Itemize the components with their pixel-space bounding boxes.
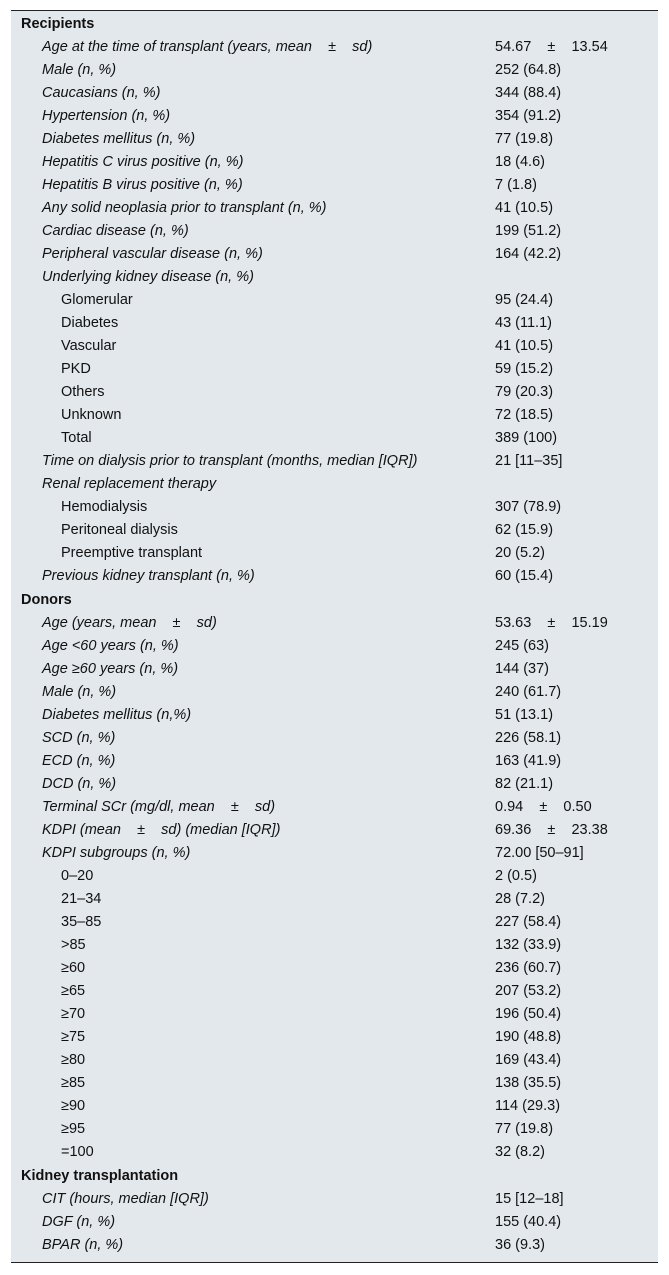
row-value-text: 77 (19.8) — [495, 131, 554, 147]
row-label: 35–85 — [61, 914, 102, 930]
row-value-text: 28 (7.2) — [495, 891, 545, 907]
table-row — [11, 1072, 658, 1095]
row-label: Age at the time of transplant (years, mean ± sd) — [42, 39, 373, 55]
row-value-text: 62 (15.9) — [495, 522, 554, 538]
row-label: Underlying kidney disease (n, %) — [42, 269, 254, 285]
table-row — [11, 1188, 658, 1211]
row-value — [495, 1211, 561, 1234]
row-value-text: 307 (78.9) — [495, 499, 562, 515]
row-value — [495, 1072, 561, 1095]
row-value-text: 60 (15.4) — [495, 568, 554, 584]
row-value — [495, 796, 592, 819]
row-value — [495, 358, 553, 381]
table-row — [11, 312, 658, 335]
row-value-text: 114 (29.3) — [495, 1098, 561, 1114]
table-row — [11, 243, 658, 266]
table-row — [11, 381, 658, 404]
table-row — [11, 105, 658, 128]
section-title: Kidney transplantation — [21, 1168, 179, 1184]
row-value — [495, 36, 608, 59]
table-row — [11, 1003, 658, 1026]
row-value — [495, 496, 561, 519]
row-value — [495, 865, 537, 888]
row-label: ≥80 — [61, 1052, 86, 1068]
row-value-text: 54.67 ± 13.54 — [495, 39, 608, 55]
row-value-text: 169 (43.4) — [495, 1052, 562, 1068]
row-label: >85 — [61, 937, 86, 953]
row-label: Peritoneal dialysis — [61, 522, 178, 538]
row-label: Hepatitis B virus positive (n, %) — [42, 177, 243, 193]
row-value-text: 226 (58.1) — [495, 730, 562, 746]
row-value — [495, 934, 561, 957]
section-header-row — [11, 588, 658, 612]
row-value-text: 41 (10.5) — [495, 338, 554, 354]
table-row — [11, 519, 658, 542]
table-row — [11, 496, 658, 519]
row-value-text: 59 (15.2) — [495, 361, 554, 377]
row-value-text: 227 (58.4) — [495, 914, 562, 930]
table-row — [11, 704, 658, 727]
row-value — [495, 1049, 561, 1072]
section-title: Donors — [21, 592, 72, 608]
row-value-text: 20 (5.2) — [495, 545, 545, 561]
row-label: BPAR (n, %) — [42, 1237, 124, 1253]
row-value-text: 15 [12–18] — [495, 1191, 564, 1207]
row-label: 0–20 — [61, 868, 94, 884]
row-label: ≥85 — [61, 1075, 86, 1091]
table-row — [11, 1234, 658, 1257]
row-value — [495, 727, 561, 750]
row-label: Preemptive transplant — [61, 545, 203, 561]
row-value — [495, 658, 549, 681]
row-value-text: 7 (1.8) — [495, 177, 537, 193]
row-value — [495, 612, 608, 635]
row-label: ECD (n, %) — [42, 753, 116, 769]
table-row — [11, 727, 658, 750]
row-value-text: 72 (18.5) — [495, 407, 554, 423]
table-row — [11, 681, 658, 704]
row-label: Hepatitis C virus positive (n, %) — [42, 154, 244, 170]
row-label: DGF (n, %) — [42, 1214, 116, 1230]
row-value-text: 32 (8.2) — [495, 1144, 545, 1160]
row-label: ≥75 — [61, 1029, 86, 1045]
table-row — [11, 796, 658, 819]
table-row — [11, 82, 658, 105]
row-value — [495, 404, 553, 427]
row-value — [495, 128, 553, 151]
row-value-text: 53.63 ± 15.19 — [495, 615, 608, 631]
row-label: Male (n, %) — [42, 684, 117, 700]
table-row — [11, 335, 658, 358]
row-value — [495, 980, 561, 1003]
row-label: ≥65 — [61, 983, 86, 999]
row-label: KDPI subgroups (n, %) — [42, 845, 191, 861]
row-label: Hypertension (n, %) — [42, 108, 171, 124]
row-label: Diabetes mellitus (n, %) — [42, 131, 196, 147]
row-label: Total — [61, 430, 92, 446]
row-value-text: 252 (64.8) — [495, 62, 562, 78]
table-row — [11, 289, 658, 312]
row-label: =100 — [61, 1144, 94, 1160]
row-value-text: 2 (0.5) — [495, 868, 537, 884]
row-value-text: 132 (33.9) — [495, 937, 562, 953]
row-value-text: 69.36 ± 23.38 — [495, 822, 608, 838]
row-label: Male (n, %) — [42, 62, 117, 78]
row-value-text: 196 (50.4) — [495, 1006, 562, 1022]
row-label: ≥90 — [61, 1098, 86, 1114]
row-label: Previous kidney transplant (n, %) — [42, 568, 255, 584]
row-label: SCD (n, %) — [42, 730, 116, 746]
row-value-text: 240 (61.7) — [495, 684, 562, 700]
table-row — [11, 888, 658, 911]
row-label: Glomerular — [61, 292, 133, 308]
table-row — [11, 911, 658, 934]
row-value-text: 18 (4.6) — [495, 154, 545, 170]
table-row — [11, 1118, 658, 1141]
row-value — [495, 151, 545, 174]
table-row — [11, 980, 658, 1003]
row-value-text: 138 (35.5) — [495, 1075, 562, 1091]
table-row — [11, 750, 658, 773]
row-value — [495, 1026, 561, 1049]
row-value — [495, 1141, 545, 1164]
row-value — [495, 542, 545, 565]
row-value-text: 43 (11.1) — [495, 315, 552, 331]
row-value-text: 95 (24.4) — [495, 292, 554, 308]
row-value-text: 245 (63) — [495, 638, 550, 654]
table-row — [11, 128, 658, 151]
row-value-text: 163 (41.9) — [495, 753, 562, 769]
table-row — [11, 473, 658, 496]
row-value — [495, 220, 561, 243]
row-label: Others — [61, 384, 105, 400]
row-label: Unknown — [61, 407, 122, 423]
section-header-row — [11, 12, 658, 36]
row-value — [495, 59, 561, 82]
table-row — [11, 427, 658, 450]
table-row — [11, 612, 658, 635]
table-row — [11, 934, 658, 957]
table-row — [11, 773, 658, 796]
row-label: Caucasians (n, %) — [42, 85, 161, 101]
row-value-text: 77 (19.8) — [495, 1121, 554, 1137]
row-value — [495, 704, 553, 727]
table-row — [11, 658, 658, 681]
table-row — [11, 957, 658, 980]
table-row — [11, 865, 658, 888]
table-row — [11, 565, 658, 588]
table-row — [11, 1026, 658, 1049]
row-value — [495, 450, 562, 473]
row-value — [495, 1234, 545, 1257]
row-label: Renal replacement therapy — [42, 476, 217, 492]
row-label: Terminal SCr (mg/dl, mean ± sd) — [42, 799, 276, 815]
row-label: ≥60 — [61, 960, 86, 976]
row-value — [495, 888, 545, 911]
row-label: Diabetes — [61, 315, 119, 331]
row-label: Peripheral vascular disease (n, %) — [42, 246, 263, 262]
table-body — [11, 11, 658, 1257]
table-row — [11, 266, 658, 289]
row-value — [495, 427, 557, 450]
row-label: Diabetes mellitus (n,%) — [42, 707, 192, 723]
row-value-text: 344 (88.4) — [495, 85, 562, 101]
row-value-text: 164 (42.2) — [495, 246, 562, 262]
row-value — [495, 565, 553, 588]
row-label: Age ≥60 years (n, %) — [42, 661, 179, 677]
row-value-text: 199 (51.2) — [495, 223, 562, 239]
row-label: Time on dialysis prior to transplant (months, median [IQR]) — [42, 453, 418, 469]
row-value — [495, 957, 561, 980]
row-value — [495, 1118, 553, 1141]
row-value — [495, 773, 553, 796]
table-row — [11, 842, 658, 865]
row-value — [495, 289, 553, 312]
table-row — [11, 450, 658, 473]
row-label: CIT (hours, median [IQR]) — [42, 1191, 209, 1207]
row-value — [495, 381, 553, 404]
section-title: Recipients — [21, 16, 95, 32]
row-value-text: 389 (100) — [495, 430, 558, 446]
table-row — [11, 542, 658, 565]
table-row — [11, 819, 658, 842]
table-row — [11, 1211, 658, 1234]
table-row — [11, 404, 658, 427]
table-row — [11, 174, 658, 197]
table-row — [11, 59, 658, 82]
row-value — [495, 750, 561, 773]
row-value — [495, 312, 552, 335]
row-label: DCD (n, %) — [42, 776, 117, 792]
row-value-text: 51 (13.1) — [495, 707, 554, 723]
section-header-row — [11, 1164, 658, 1188]
row-value — [495, 842, 584, 865]
row-value-text: 236 (60.7) — [495, 960, 562, 976]
row-label: Cardiac disease (n, %) — [42, 223, 189, 239]
row-label: ≥95 — [61, 1121, 86, 1137]
table-row — [11, 151, 658, 174]
row-value-text: 155 (40.4) — [495, 1214, 562, 1230]
row-label: KDPI (mean ± sd) (median [IQR]) — [42, 822, 281, 838]
characteristics-table — [11, 10, 658, 1263]
row-value — [495, 681, 561, 704]
row-value-text: 21 [11–35] — [495, 453, 563, 469]
row-value — [495, 635, 549, 658]
row-label: 21–34 — [61, 891, 102, 907]
table-row — [11, 635, 658, 658]
row-value — [495, 197, 553, 220]
row-value-text: 190 (48.8) — [495, 1029, 562, 1045]
table-row — [11, 197, 658, 220]
row-label: ≥70 — [61, 1006, 86, 1022]
row-value — [495, 105, 561, 128]
row-value-text: 144 (37) — [495, 661, 550, 677]
row-value-text: 0.94 ± 0.50 — [495, 799, 592, 815]
row-value-text: 72.00 [50–91] — [495, 845, 584, 861]
row-value — [495, 519, 553, 542]
table-row — [11, 1141, 658, 1164]
row-value — [495, 82, 561, 105]
row-label: Vascular — [61, 338, 117, 354]
row-value — [495, 911, 561, 934]
table-row — [11, 358, 658, 381]
row-value-text: 82 (21.1) — [495, 776, 554, 792]
row-value — [495, 1095, 560, 1118]
row-value-text: 36 (9.3) — [495, 1237, 545, 1253]
row-label: PKD — [61, 361, 91, 377]
row-value — [495, 243, 561, 266]
row-value-text: 354 (91.2) — [495, 108, 562, 124]
row-label: Age <60 years (n, %) — [42, 638, 179, 654]
table-row — [11, 1095, 658, 1118]
row-value — [495, 174, 537, 197]
row-label: Hemodialysis — [61, 499, 148, 515]
table-row — [11, 220, 658, 243]
row-value-text: 79 (20.3) — [495, 384, 554, 400]
table-row — [11, 1049, 658, 1072]
row-value — [495, 1003, 561, 1026]
row-value — [495, 1188, 564, 1211]
row-value — [495, 819, 608, 842]
row-label: Age (years, mean ± sd) — [42, 615, 217, 631]
table-row — [11, 36, 658, 59]
row-value-text: 41 (10.5) — [495, 200, 554, 216]
row-value — [495, 335, 553, 358]
row-value-text: 207 (53.2) — [495, 983, 562, 999]
row-label: Any solid neoplasia prior to transplant (n, %) — [42, 200, 327, 216]
